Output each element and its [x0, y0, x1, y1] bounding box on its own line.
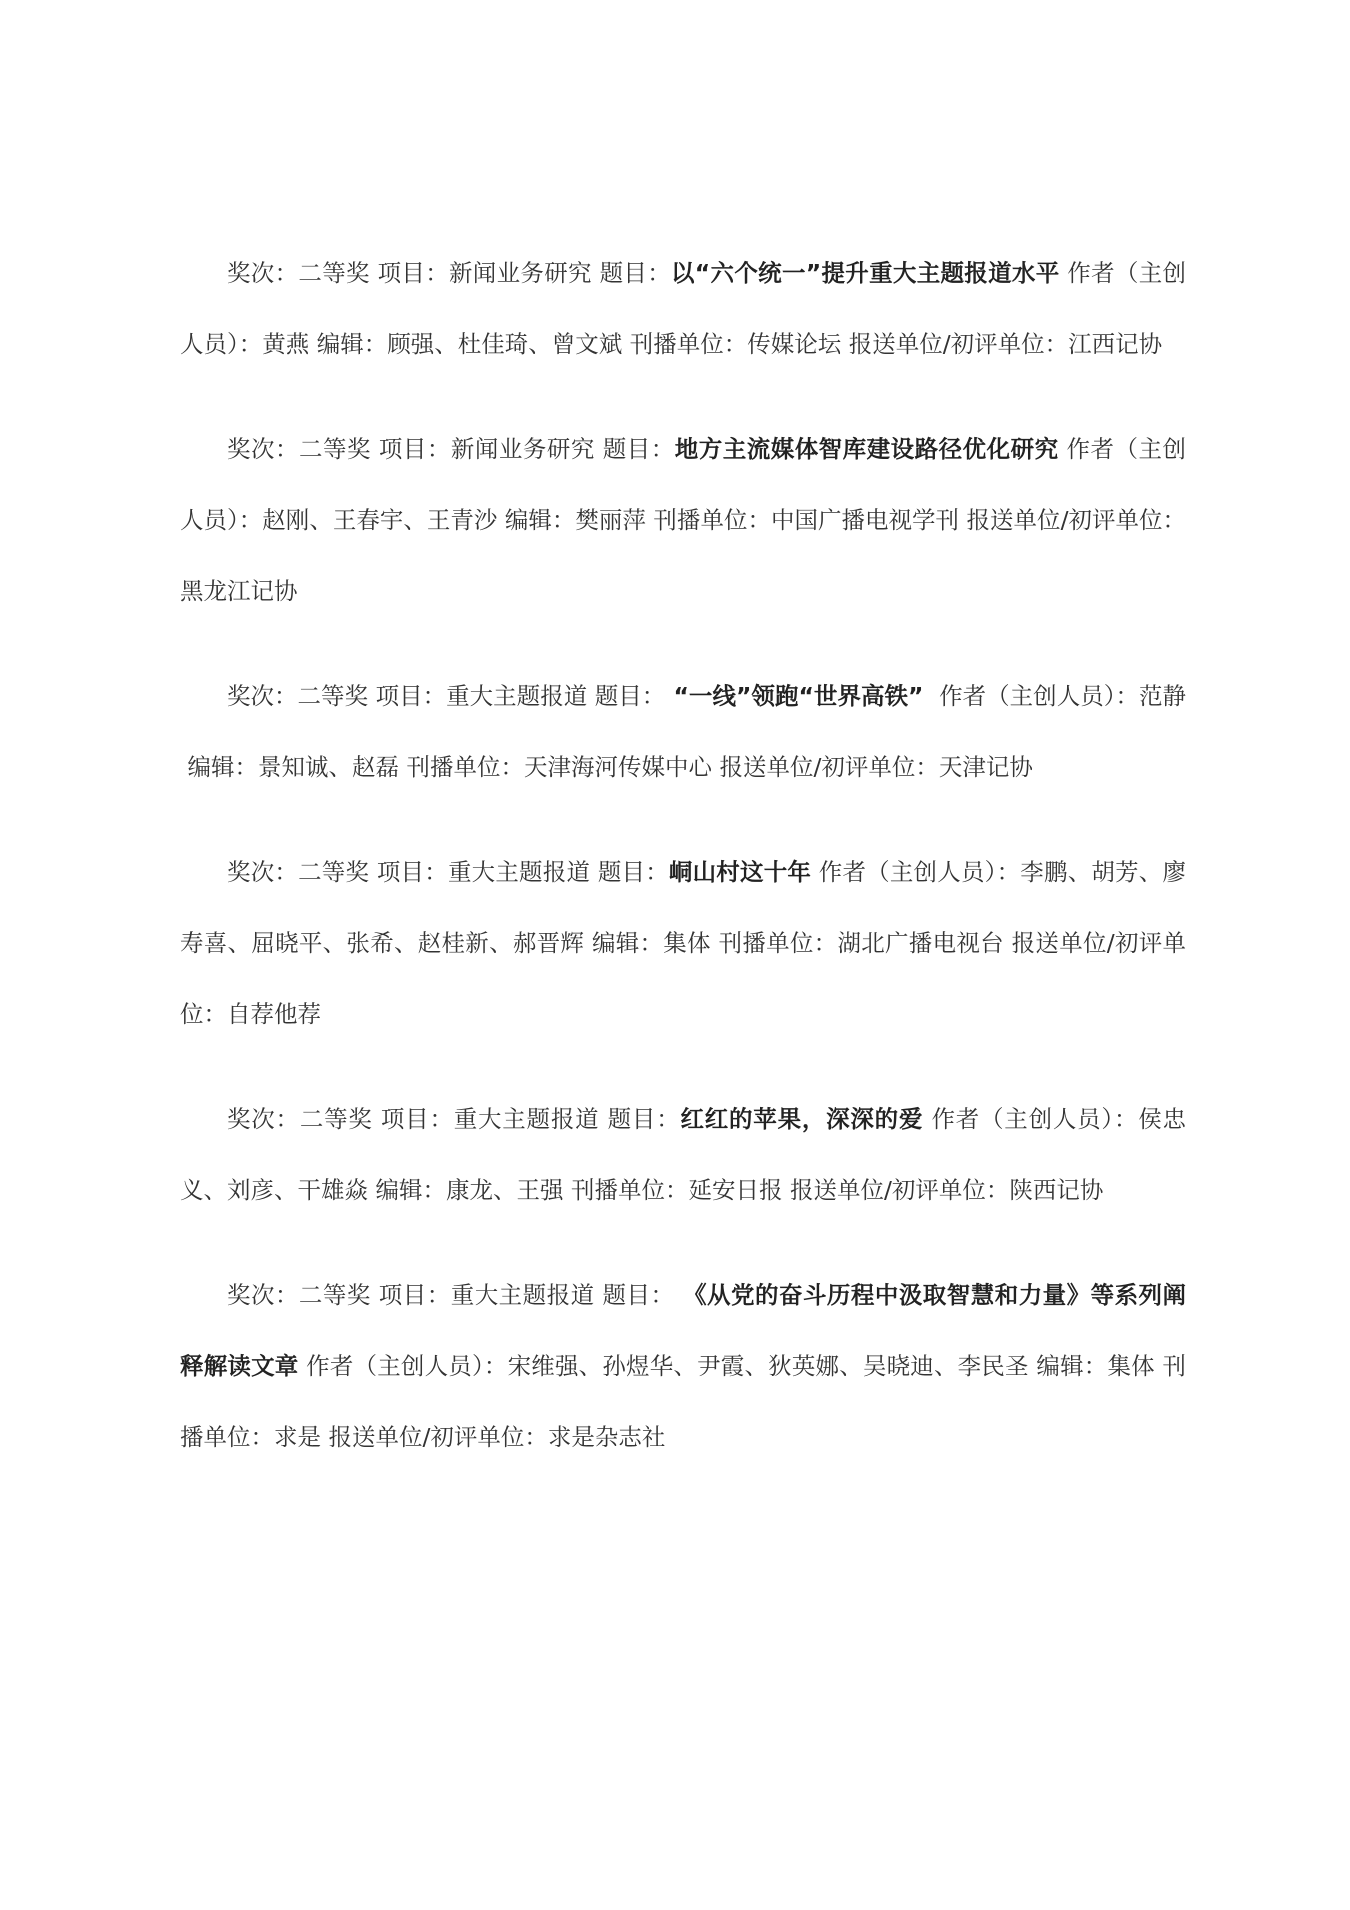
submitter-label: 报送单位/初评单位： — [180, 929, 1187, 1028]
field-separator — [1059, 435, 1067, 463]
award-value: 二等奖 — [297, 682, 369, 710]
submitter-label: 报送单位/初评单位： — [719, 753, 939, 781]
project-label: 项目： — [377, 259, 449, 287]
project-value: 重大主题报道 — [447, 858, 591, 886]
title-value: 《从党的奋斗历程中汲取智慧和力量》等系列阐释解读文章 — [180, 1281, 1187, 1380]
award-value: 二等奖 — [298, 1281, 371, 1309]
title-label: 题目： — [597, 858, 669, 886]
title-label: 题目： — [599, 259, 671, 287]
submitter-value: 黑龙江记协 — [180, 577, 298, 605]
editor-label: 编辑： — [187, 753, 258, 781]
document-page — [180, 238, 1186, 1507]
field-separator — [584, 929, 592, 957]
field-separator — [711, 929, 719, 957]
title-label: 题目： — [607, 1105, 681, 1133]
project-value: 新闻业务研究 — [449, 259, 592, 287]
award-entry — [180, 414, 1186, 627]
field-separator — [599, 1105, 607, 1133]
project-label: 项目： — [378, 1281, 451, 1309]
project-label: 项目： — [376, 858, 448, 886]
award-label: 奖次： — [227, 435, 299, 463]
publisher-label: 刊播单位： — [718, 929, 838, 957]
publisher-value: 天津海河传媒中心 — [523, 753, 712, 781]
field-separator — [1004, 929, 1012, 957]
field-separator — [298, 1352, 306, 1380]
project-value: 新闻业务研究 — [450, 435, 595, 463]
editor-value: 集体 — [1107, 1352, 1155, 1380]
submitter-value: 自荐他荐 — [227, 1000, 321, 1028]
field-separator — [959, 506, 966, 534]
field-separator — [587, 682, 595, 710]
field-separator — [782, 1176, 789, 1204]
title-label: 题目： — [602, 1281, 675, 1309]
title-label: 题目： — [602, 435, 675, 463]
project-value: 重大主题报道 — [453, 1105, 600, 1133]
title-label: 题目： — [594, 682, 666, 710]
field-separator — [309, 330, 316, 358]
field-separator — [371, 435, 379, 463]
field-separator — [371, 1281, 379, 1309]
title-value: “一线”领跑“世界高铁” — [665, 682, 932, 710]
author-label: 作者（主创人员）： — [931, 1105, 1139, 1133]
award-label: 奖次： — [227, 858, 299, 886]
award-entry — [180, 238, 1186, 380]
author-value: 李鹏、胡芳、廖寿喜、屈晓平、张希、赵桂新、郝晋辉 — [180, 858, 1186, 957]
submitter-value: 江西记协 — [1068, 330, 1163, 358]
editor-value: 顾强、杜佳琦、曾文斌 — [387, 330, 623, 358]
author-value: 侯忠义、刘彦、干雄焱 — [180, 1105, 1186, 1204]
publisher-value: 中国广播电视学刊 — [770, 506, 960, 534]
editor-value: 樊丽萍 — [575, 506, 646, 534]
field-separator — [563, 1176, 570, 1204]
title-value: 以“六个统一”提升重大主题报道水平 — [671, 259, 1060, 287]
author-value: 黄燕 — [262, 330, 310, 358]
submitter-label: 报送单位/初评单位： — [328, 1423, 548, 1451]
award-label: 奖次： — [227, 259, 299, 287]
award-value: 二等奖 — [298, 259, 370, 287]
author-value: 赵刚、王春宇、王青沙 — [262, 506, 498, 534]
title-value: 红红的苹果，深深的爱 — [680, 1105, 924, 1133]
award-label: 奖次： — [227, 1105, 300, 1133]
field-separator — [841, 330, 848, 358]
award-value: 二等奖 — [298, 858, 370, 886]
field-separator — [592, 259, 600, 287]
field-separator — [932, 682, 940, 710]
author-label: 作者（主创人员）： — [180, 259, 1187, 358]
award-entry — [180, 661, 1186, 803]
field-separator — [370, 259, 378, 287]
title-value: 峒山村这十年 — [668, 858, 812, 886]
project-value: 重大主题报道 — [450, 1281, 595, 1309]
author-label: 作者（主创人员）： — [180, 435, 1187, 534]
field-separator — [373, 1105, 381, 1133]
editor-value: 集体 — [663, 929, 711, 957]
author-value: 宋维强、孙煜华、尹霞、狄英娜、吴晓迪、李民圣 — [507, 1352, 1029, 1380]
author-label: 作者（主创人员）： — [939, 682, 1140, 710]
editor-label: 编辑： — [316, 330, 388, 358]
submitter-label: 报送单位/初评单位： — [966, 506, 1187, 534]
title-value: 地方主流媒体智库建设路径优化研究 — [674, 435, 1059, 463]
publisher-label: 刊播单位： — [180, 1352, 1187, 1451]
award-label: 奖次： — [227, 682, 298, 710]
publisher-value: 传媒论坛 — [747, 330, 842, 358]
project-label: 项目： — [378, 435, 451, 463]
field-separator — [811, 858, 819, 886]
award-value: 二等奖 — [298, 435, 371, 463]
award-value: 二等奖 — [299, 1105, 373, 1133]
field-separator — [595, 1281, 603, 1309]
field-separator — [497, 506, 504, 534]
field-separator — [368, 682, 376, 710]
field-separator — [369, 858, 377, 886]
submitter-value: 求是杂志社 — [547, 1423, 666, 1451]
publisher-label: 刊播单位： — [653, 506, 771, 534]
author-value: 范静 — [1139, 682, 1187, 710]
publisher-label: 刊播单位： — [406, 753, 524, 781]
submitter-value: 陕西记协 — [1009, 1176, 1104, 1204]
publisher-value: 延安日报 — [688, 1176, 783, 1204]
field-separator — [590, 858, 598, 886]
publisher-label: 刊播单位： — [629, 330, 748, 358]
publisher-value: 湖北广播电视台 — [837, 929, 1004, 957]
editor-label: 编辑： — [375, 1176, 446, 1204]
author-label: 作者（主创人员）： — [306, 1352, 508, 1380]
award-label: 奖次： — [227, 1281, 299, 1309]
submitter-value: 天津记协 — [938, 753, 1033, 781]
author-label: 作者（主创人员）： — [818, 858, 1021, 886]
award-entry — [180, 837, 1186, 1050]
submitter-label: 报送单位/初评单位： — [848, 330, 1069, 358]
award-entry — [180, 1260, 1186, 1473]
field-separator — [595, 435, 603, 463]
award-entry — [180, 1084, 1186, 1226]
publisher-label: 刊播单位： — [570, 1176, 689, 1204]
editor-label: 编辑： — [504, 506, 576, 534]
editor-label: 编辑： — [591, 929, 664, 957]
project-label: 项目： — [375, 682, 447, 710]
field-separator — [1155, 1352, 1163, 1380]
submitter-label: 报送单位/初评单位： — [789, 1176, 1010, 1204]
project-value: 重大主题报道 — [446, 682, 588, 710]
field-separator — [622, 330, 629, 358]
editor-label: 编辑： — [1036, 1352, 1108, 1380]
publisher-value: 求是 — [274, 1423, 321, 1451]
editor-value: 康龙、王强 — [445, 1176, 564, 1204]
editor-value: 景知诚、赵磊 — [257, 753, 399, 781]
project-label: 项目： — [380, 1105, 454, 1133]
